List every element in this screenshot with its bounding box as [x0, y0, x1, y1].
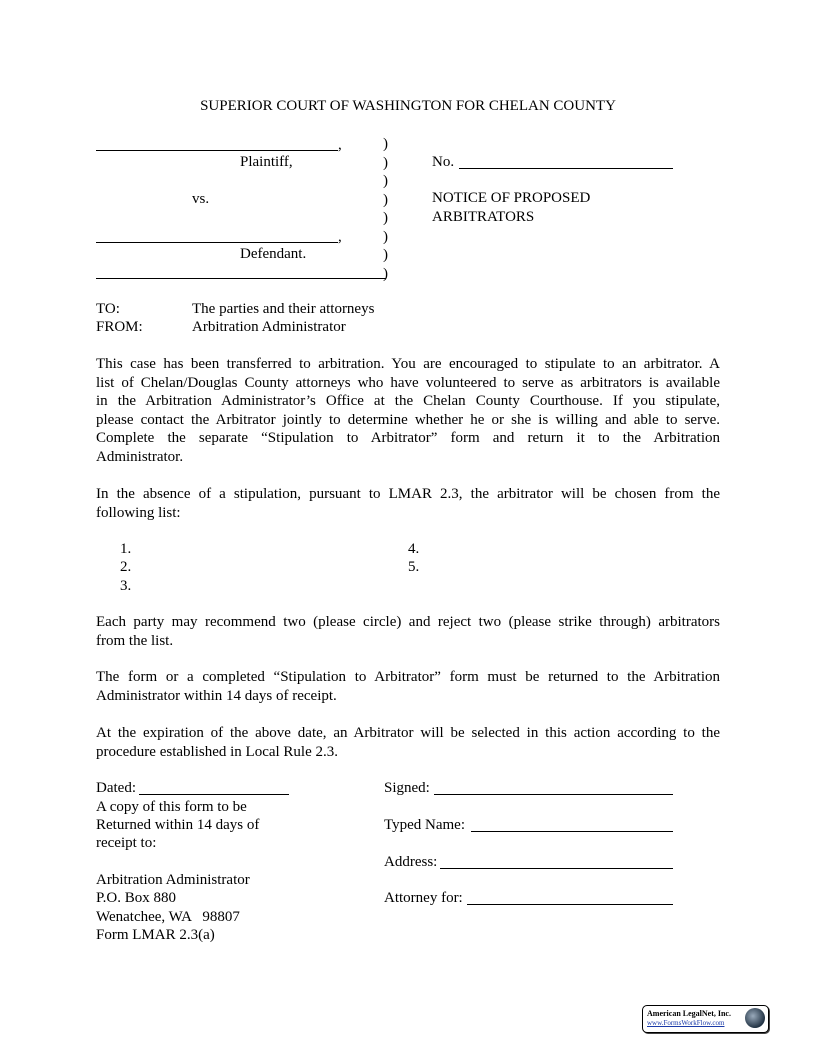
- copy-instruction-line-1: A copy of this form to be: [96, 799, 247, 815]
- para1-line: please contact the Arbitrator jointly to determine whether he or she is willing and able to serve.: [96, 411, 720, 428]
- arbitrator-list-item-5: 5.: [408, 559, 420, 575]
- copy-instruction-line-3: receipt to:: [96, 835, 157, 851]
- paren: ): [383, 136, 388, 152]
- paren: ): [383, 210, 388, 226]
- typed-name-field-line[interactable]: [471, 831, 673, 832]
- para1-line: This case has been transferred to arbitration. You are encouraged to stipulate to an arbitrator. A: [96, 356, 720, 372]
- para2-line: following list:: [96, 504, 181, 521]
- para5-line: At the expiration of the above date, an Arbitrator will be selected in this action according to the: [96, 725, 720, 741]
- plaintiff-name-line[interactable]: [96, 150, 338, 151]
- signed-label: Signed:: [384, 780, 430, 796]
- paren: ): [383, 247, 388, 263]
- address-label: Address:: [384, 854, 438, 870]
- para3-line: from the list.: [96, 632, 174, 649]
- address-field-line[interactable]: [440, 868, 673, 869]
- form-id: Form LMAR 2.3(a): [96, 927, 215, 943]
- paragraph-recommend: [96, 613, 720, 650]
- vendor-logo[interactable]: [642, 1005, 769, 1033]
- attorney-for-field-line[interactable]: [467, 904, 673, 905]
- dated-label: Dated:: [96, 780, 136, 796]
- para1-line: Complete the separate “Stipulation to Arbitrator” form and return it to the Arbitration: [96, 430, 720, 446]
- to-value: The parties and their attorneys: [192, 301, 375, 317]
- caption-paren-column: [383, 135, 388, 283]
- arbitrator-list-item-1: 1.: [120, 541, 132, 557]
- to-label: TO:: [96, 301, 120, 317]
- paren: ): [383, 191, 388, 208]
- paragraph-transferred: [96, 355, 720, 466]
- defendant-label: Defendant.: [240, 246, 307, 262]
- para4-line: The form or a completed “Stipulation to Arbitrator” form must be returned to the Arbitration: [96, 669, 720, 685]
- copy-instruction-line-2: Returned within 14 days of: [96, 817, 260, 833]
- arbitrator-list-item-4: 4.: [408, 541, 420, 557]
- typed-name-label: Typed Name:: [384, 817, 466, 833]
- court-title: SUPERIOR COURT OF WASHINGTON FOR CHELAN COUNTY: [200, 98, 616, 114]
- para4-line: Administrator within 14 days of receipt.: [96, 687, 337, 704]
- defendant-name-line[interactable]: [96, 242, 338, 243]
- arbitrator-list-item-2: 2.: [120, 559, 132, 575]
- paragraph-expiration: [96, 724, 720, 761]
- paragraph-return-form: [96, 668, 720, 705]
- signed-field-line[interactable]: [434, 794, 673, 795]
- admin-address-line-1: Arbitration Administrator: [96, 872, 250, 888]
- attorney-for-label: Attorney for:: [384, 890, 463, 906]
- case-number-label: No.: [432, 154, 455, 170]
- notice-title-line-2: ARBITRATORS: [432, 209, 535, 225]
- plaintiff-label: Plaintiff,: [240, 154, 293, 170]
- admin-address-line-3: Wenatchee, WA 98807: [96, 909, 240, 925]
- arbitrator-list-item-3: 3.: [120, 578, 132, 594]
- vendor-name: American LegalNet, Inc.: [647, 1009, 731, 1018]
- caption-bottom-line: [96, 278, 386, 279]
- paren: ): [383, 228, 388, 245]
- vs-label: vs.: [192, 191, 210, 207]
- globe-icon: [745, 1008, 765, 1028]
- from-value: Arbitration Administrator: [192, 319, 346, 335]
- paren: ): [383, 173, 388, 189]
- notice-title-line-1: NOTICE OF PROPOSED: [432, 190, 591, 206]
- para1-line: list of Chelan/Douglas County attorneys who have volunteered to serve as arbitrators is available: [96, 374, 720, 391]
- para5-line: procedure established in Local Rule 2.3.: [96, 743, 339, 760]
- para1-line: Administrator.: [96, 448, 184, 465]
- para1-line: in the Arbitration Administrator’s Office at the Chelan County Courthouse. If you stipulate,: [96, 393, 720, 409]
- admin-address-line-2: P.O. Box 880: [96, 890, 177, 906]
- para2-line: In the absence of a stipulation, pursuant to LMAR 2.3, the arbitrator will be chosen from the: [96, 486, 720, 502]
- paren: ): [383, 265, 388, 282]
- from-label: FROM:: [96, 319, 143, 335]
- paragraph-absence: [96, 485, 720, 522]
- caption-comma: ,: [338, 137, 342, 153]
- case-number-line[interactable]: [459, 168, 673, 169]
- caption-comma: ,: [338, 229, 342, 245]
- dated-field-line[interactable]: [139, 794, 289, 795]
- paren: ): [383, 154, 388, 171]
- para3-line: Each party may recommend two (please circle) and reject two (please strike through) arbitrators: [96, 614, 720, 630]
- vendor-url[interactable]: www.FormsWorkFlow.com: [647, 1019, 725, 1027]
